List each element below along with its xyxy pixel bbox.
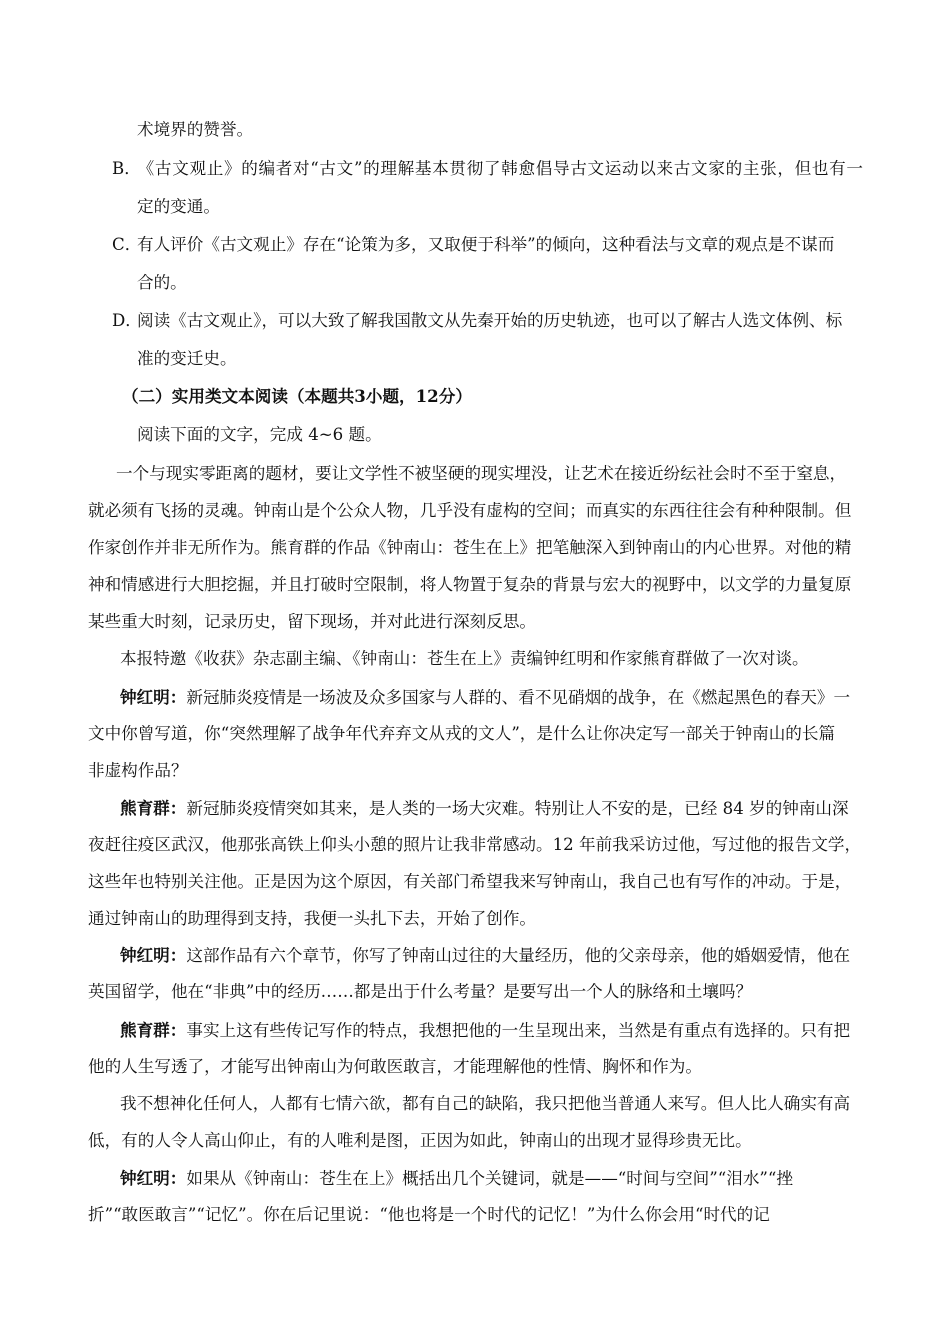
q2-line2: 英国留学，他在“非典”中的经历……都是出于什么考量？是要写出一个人的脉络和土壤吗？	[88, 982, 753, 1001]
option-b-text-line2: 定的变通。	[137, 197, 220, 216]
a1-text-line1: 新冠肺炎疫情突如其来，是人类的一场大灾难。特别让人不安的是，已经 84 岁的钟南山深	[186, 799, 849, 818]
option-b-text-line1: 《古文观止》的编者对“古文”的理解基本贯彻了韩愈倡导古文运动以来古文家的主张，但也有一	[137, 159, 863, 178]
article-p2: 本报特邀《收获》杂志副主编、《钟南山：苍生在上》责编钟红明和作家熊育群做了一次对谈。	[120, 649, 809, 668]
p3-line2: 低，有的人令人高山仰止，有的人唯利是图，正因为如此，钟南山的出现才显得珍贵无比。	[88, 1131, 752, 1150]
speaker-xiong-a1: 熊育群：	[120, 798, 187, 818]
a1-line3: 这些年也特别关注他。正是因为这个原因，有关部门希望我来写钟南山，我自己也有写作的冲动。于是，	[88, 872, 852, 891]
speaker-zhong-q3: 钟红明：	[120, 1168, 187, 1188]
q3-text-line1: 如果从《钟南山：苍生在上》概括出几个关键词，就是——“时间与空间”“泪水”“挫	[186, 1169, 793, 1188]
option-d-text-line1: 阅读《古文观止》，可以大致了解我国散文从先秦开始的历史轨迹，也可以了解古人选文体例、标	[137, 311, 843, 330]
a1-line4: 通过钟南山的助理得到支持，我便一头扎下去，开始了创作。	[88, 909, 537, 928]
option-c-text-line2: 合的。	[137, 273, 187, 292]
a2-line1	[120, 1019, 850, 1042]
speaker-xiong-a2: 熊育群：	[120, 1020, 187, 1040]
section-instruction: 阅读下面的文字，完成 4~6 题。	[137, 425, 382, 444]
q1-line1	[120, 686, 850, 709]
option-c	[112, 234, 834, 256]
option-d-text-line2: 准的变迁史。	[137, 349, 237, 368]
option-c-label: C．	[112, 235, 142, 254]
q2-text-line1: 这部作品有六个章节，你写了钟南山过往的大量经历，他的父亲母亲，他的婚姻爱情，他在	[186, 946, 851, 965]
p3-line1: 我不想神化任何人，人都有七情六欲，都有自己的缺陷，我只把他当普通人来写。但人比人确实有高	[120, 1094, 851, 1113]
a2-text-line1: 事实上这有些传记写作的特点，我想把他的一生呈现出来，当然是有重点有选择的。只有把	[186, 1021, 851, 1040]
section-heading: （二）实用类文本阅读（本题共3小题，12分）	[122, 386, 472, 406]
article-p1-line1: 一个与现实零距离的题材，要让文学性不被坚硬的现实埋没，让艺术在接近纷纭社会时不至于窒息，	[116, 464, 847, 483]
a2-line2: 他的人生写透了，才能写出钟南山为何敢医敢言，才能理解他的性情、胸怀和作为。	[88, 1057, 702, 1076]
option-b-label: B．	[112, 159, 141, 178]
option-d	[112, 310, 842, 332]
option-a-continuation: 术境界的赞誉。	[137, 120, 254, 139]
a1-line1	[120, 797, 849, 820]
article-p1-line4: 神和情感进行大胆挖掘，并且打破时空限制，将人物置于复杂的背景与宏大的视野中，以文学的力量复原	[88, 575, 852, 594]
q3-line2: 折”“敢医敢言”“记忆”。你在后记里说：“他也将是一个时代的记忆！”为什么你会用“时代的记	[88, 1205, 770, 1224]
option-c-text-line1: 有人评价《古文观止》存在“论策为多，又取便于科举”的倾向，这种看法与文章的观点是不谋而	[137, 235, 835, 254]
q2-line1	[120, 944, 850, 967]
article-p1-line2: 就必须有飞扬的灵魂。钟南山是个公众人物，几乎没有虚构的空间；而真实的东西往往会有种种限制。但	[88, 501, 852, 520]
a1-line2: 夜赶往疫区武汉，他那张高铁上仰头小憩的照片让我非常感动。12 年前我采访过他，写过他的报告文学，	[88, 835, 862, 854]
q3-line1	[120, 1167, 793, 1190]
option-b	[112, 158, 863, 180]
speaker-zhong-q2: 钟红明：	[120, 945, 187, 965]
article-p1-line5: 某些重大时刻，记录历史，留下现场，并对此进行深刻反思。	[88, 612, 537, 631]
speaker-zhong-q1: 钟红明：	[120, 687, 187, 707]
q1-line3: 非虚构作品？	[88, 761, 188, 780]
option-d-label: D．	[112, 311, 142, 330]
q1-line2: 文中你曾写道，你“突然理解了战争年代弃弃文从戎的文人”，是什么让你决定写一部关于钟南山的长篇	[88, 724, 836, 743]
q1-text-line1: 新冠肺炎疫情是一场波及众多国家与人群的、看不见硝烟的战争，在《燃起黑色的春天》一	[186, 688, 851, 707]
article-p1-line3: 作家创作并非无所作为。熊育群的作品《钟南山：苍生在上》把笔触深入到钟南山的内心世界。对他的精	[88, 538, 852, 557]
